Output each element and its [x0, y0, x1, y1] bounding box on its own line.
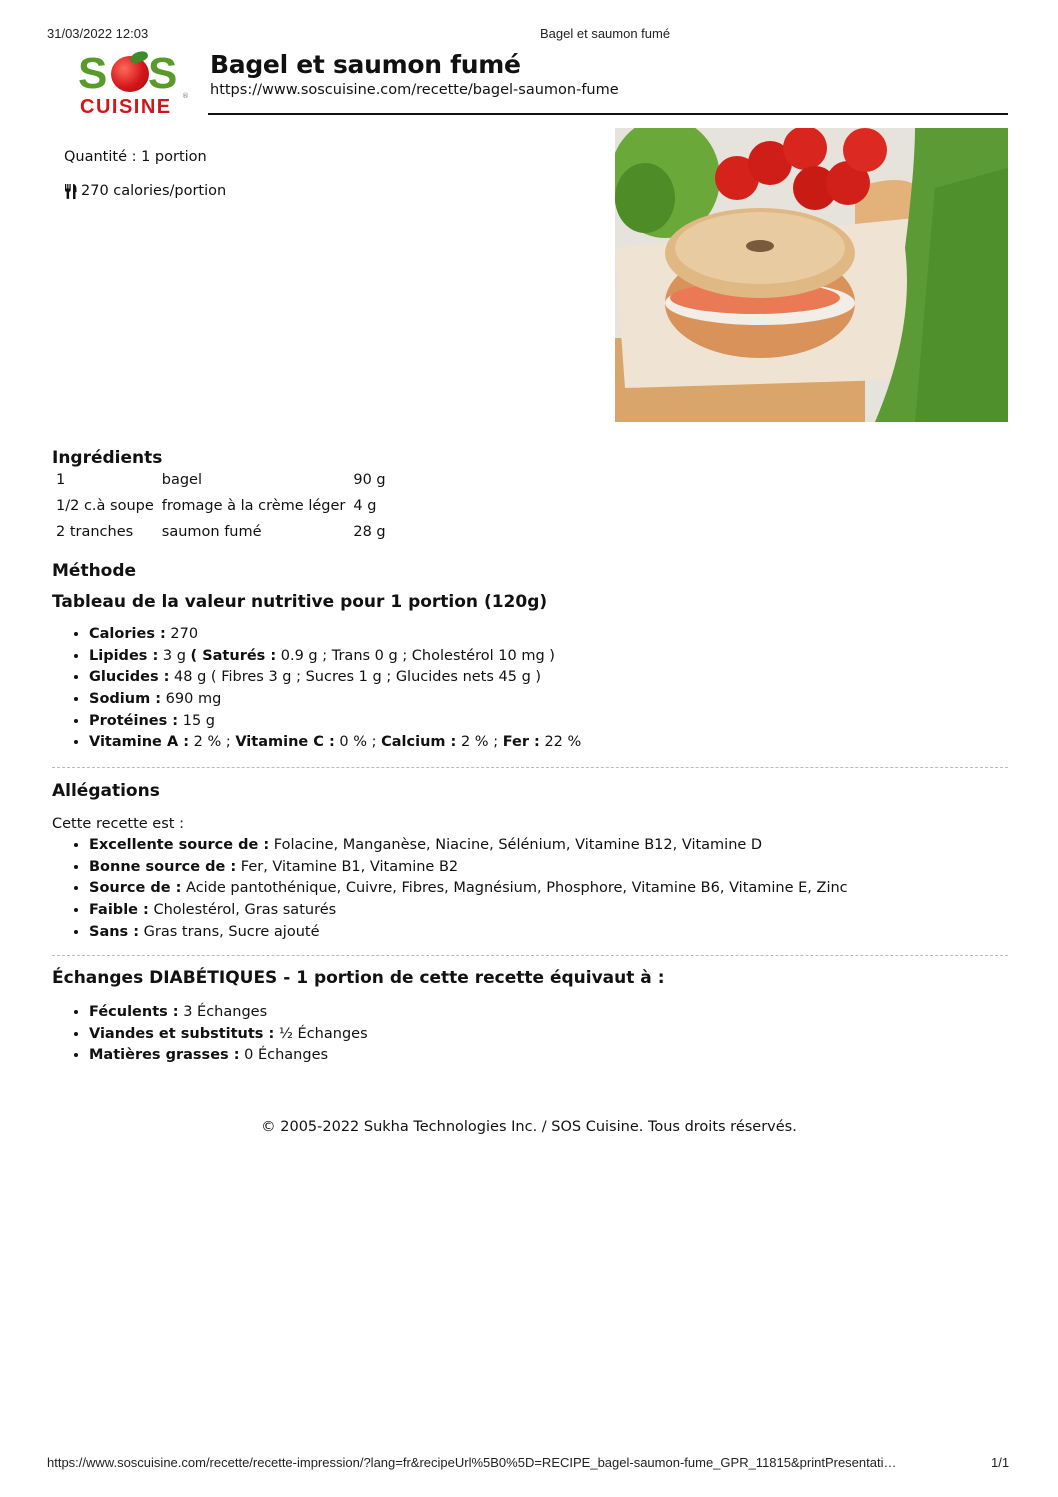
nutrition-item — [89, 646, 581, 668]
exchange-label: Féculents : — [89, 1004, 179, 1020]
section-divider — [52, 955, 1008, 956]
nutrient-label: Calories : — [89, 626, 166, 642]
claim-label: Source de : — [89, 880, 182, 897]
nutrient-label: Lipides : — [89, 647, 159, 664]
exchange-label: Viandes et substituts : — [89, 1025, 275, 1042]
claim-item — [89, 922, 848, 944]
sos-cuisine-logo[interactable] — [78, 49, 189, 120]
calories-line — [64, 183, 226, 199]
nutrient-label: Protéines : — [89, 712, 179, 729]
nutrient-value: 2 % ; — [456, 734, 503, 751]
exchange-value: ½ Échanges — [274, 1025, 368, 1042]
logo-letter-s: S — [78, 49, 108, 98]
claim-value: Acide pantothénique, Cuivre, Fibres, Magnésium, Phosphore, Vitamine B6, Vitamine E, Zinc — [181, 880, 848, 897]
ingredient-qty: 1/2 c.à soupe — [56, 498, 154, 514]
nutrition-item — [89, 711, 581, 733]
tomato-icon — [111, 56, 149, 92]
print-title: Bagel et saumon fumé — [540, 26, 671, 41]
method-heading: Méthode — [52, 561, 137, 581]
nutrition-item — [89, 689, 581, 711]
ingredients-table — [52, 470, 390, 548]
nutrient-value: 0 % ; — [334, 734, 382, 751]
nutrient-value: 2 % ; — [189, 734, 236, 751]
exchange-item — [89, 1002, 368, 1024]
registered-mark: ® — [182, 92, 189, 100]
nutrient-label: Fer : — [502, 734, 540, 751]
calories-text: 270 calories/portion — [81, 183, 227, 199]
ingredient-weight: 90 g — [353, 472, 386, 488]
copyright: © 2005-2022 Sukha Technologies Inc. / SOS Cuisine. Tous droits réservés. — [261, 1119, 797, 1135]
ingredient-weight: 4 g — [353, 498, 377, 514]
recipe-url[interactable]: https://www.soscuisine.com/recette/bagel-saumon-fume — [210, 82, 619, 98]
nutrient-label: Vitamine C : — [235, 734, 335, 751]
ingredient-qty: 2 tranches — [56, 524, 134, 540]
print-page-number: 1/1 — [991, 1455, 1010, 1470]
bagel-photo-illustration — [615, 128, 1008, 422]
claims-heading: Allégations — [52, 781, 160, 801]
recipe-title: Bagel et saumon fumé — [210, 50, 521, 79]
ingredient-name: bagel — [161, 472, 203, 488]
claims-intro: Cette recette est : — [52, 816, 184, 832]
claim-value: Gras trans, Sucre ajouté — [139, 923, 320, 940]
quantity: Quantité : 1 portion — [64, 149, 207, 165]
nutrient-label: Glucides : — [89, 669, 170, 686]
ingredient-name: fromage à la crème léger — [161, 498, 346, 514]
logo-cuisine-text: CUISINE — [80, 96, 172, 118]
nutrition-item — [89, 667, 581, 689]
claim-value: Folacine, Manganèse, Niacine, Sélénium, Vitamine B12, Vitamine D — [269, 837, 763, 853]
exchange-value: 0 Échanges — [239, 1047, 329, 1064]
claim-item — [89, 878, 848, 900]
nutrient-value: 270 — [165, 626, 199, 642]
claims-list — [69, 835, 848, 943]
exchanges-heading: Échanges DIABÉTIQUES - 1 portion de cette recette équivaut à : — [52, 968, 665, 988]
ingredient-row — [52, 470, 390, 496]
claim-item — [89, 857, 848, 879]
nutrition-heading: Tableau de la valeur nutritive pour 1 portion (120g) — [52, 592, 548, 612]
nutrient-value: 22 % — [539, 734, 582, 751]
nutrient-value: 15 g — [178, 712, 215, 729]
nutrient-label: ( Saturés : — [190, 647, 277, 664]
claim-label: Bonne source de : — [89, 858, 237, 875]
section-divider — [52, 767, 1008, 768]
ingredient-row — [52, 522, 390, 548]
nutrition-list — [69, 624, 581, 754]
utensils-icon — [64, 184, 78, 199]
nutrition-item — [89, 624, 581, 646]
nutrient-value: 0.9 g ; Trans 0 g ; Cholestérol 10 mg ) — [276, 647, 555, 664]
print-footer-url: https://www.soscuisine.com/recette/recette-impression/?lang=fr&recipeUrl%5B0%5D=RECIPE_bagel-saumon-fume_GPR_11815&printPresentati… — [47, 1455, 897, 1470]
ingredient-qty: 1 — [56, 472, 66, 488]
logo-letter-s: S — [148, 49, 178, 98]
ingredients-heading: Ingrédients — [52, 448, 163, 468]
claim-label: Excellente source de : — [89, 837, 270, 853]
print-date: 31/03/2022 12:03 — [47, 26, 149, 41]
nutrient-label: Vitamine A : — [89, 734, 190, 751]
ingredient-name: saumon fumé — [161, 524, 262, 540]
nutrient-value: 690 mg — [161, 691, 222, 708]
claim-label: Faible : — [89, 902, 149, 919]
nutrient-value: 3 g — [158, 647, 191, 664]
exchange-value: 3 Échanges — [178, 1004, 268, 1020]
recipe-photo — [615, 128, 1008, 422]
title-divider — [208, 113, 1008, 115]
nutrition-item — [89, 732, 581, 754]
claim-label: Sans : — [89, 923, 140, 940]
exchange-item — [89, 1045, 368, 1067]
nutrient-value: 48 g ( Fibres 3 g ; Sucres 1 g ; Glucides nets 45 g ) — [169, 669, 542, 686]
claim-item — [89, 900, 848, 922]
nutrient-label: Sodium : — [89, 691, 162, 708]
ingredient-weight: 28 g — [353, 524, 386, 540]
claim-value: Fer, Vitamine B1, Vitamine B2 — [236, 858, 459, 875]
nutrient-label: Calcium : — [381, 734, 457, 751]
exchange-item — [89, 1024, 368, 1046]
exchange-label: Matières grasses : — [89, 1047, 240, 1064]
exchanges-list — [69, 1002, 368, 1067]
ingredient-row — [52, 496, 390, 522]
claim-item — [89, 835, 848, 857]
claim-value: Cholestérol, Gras saturés — [148, 902, 337, 919]
